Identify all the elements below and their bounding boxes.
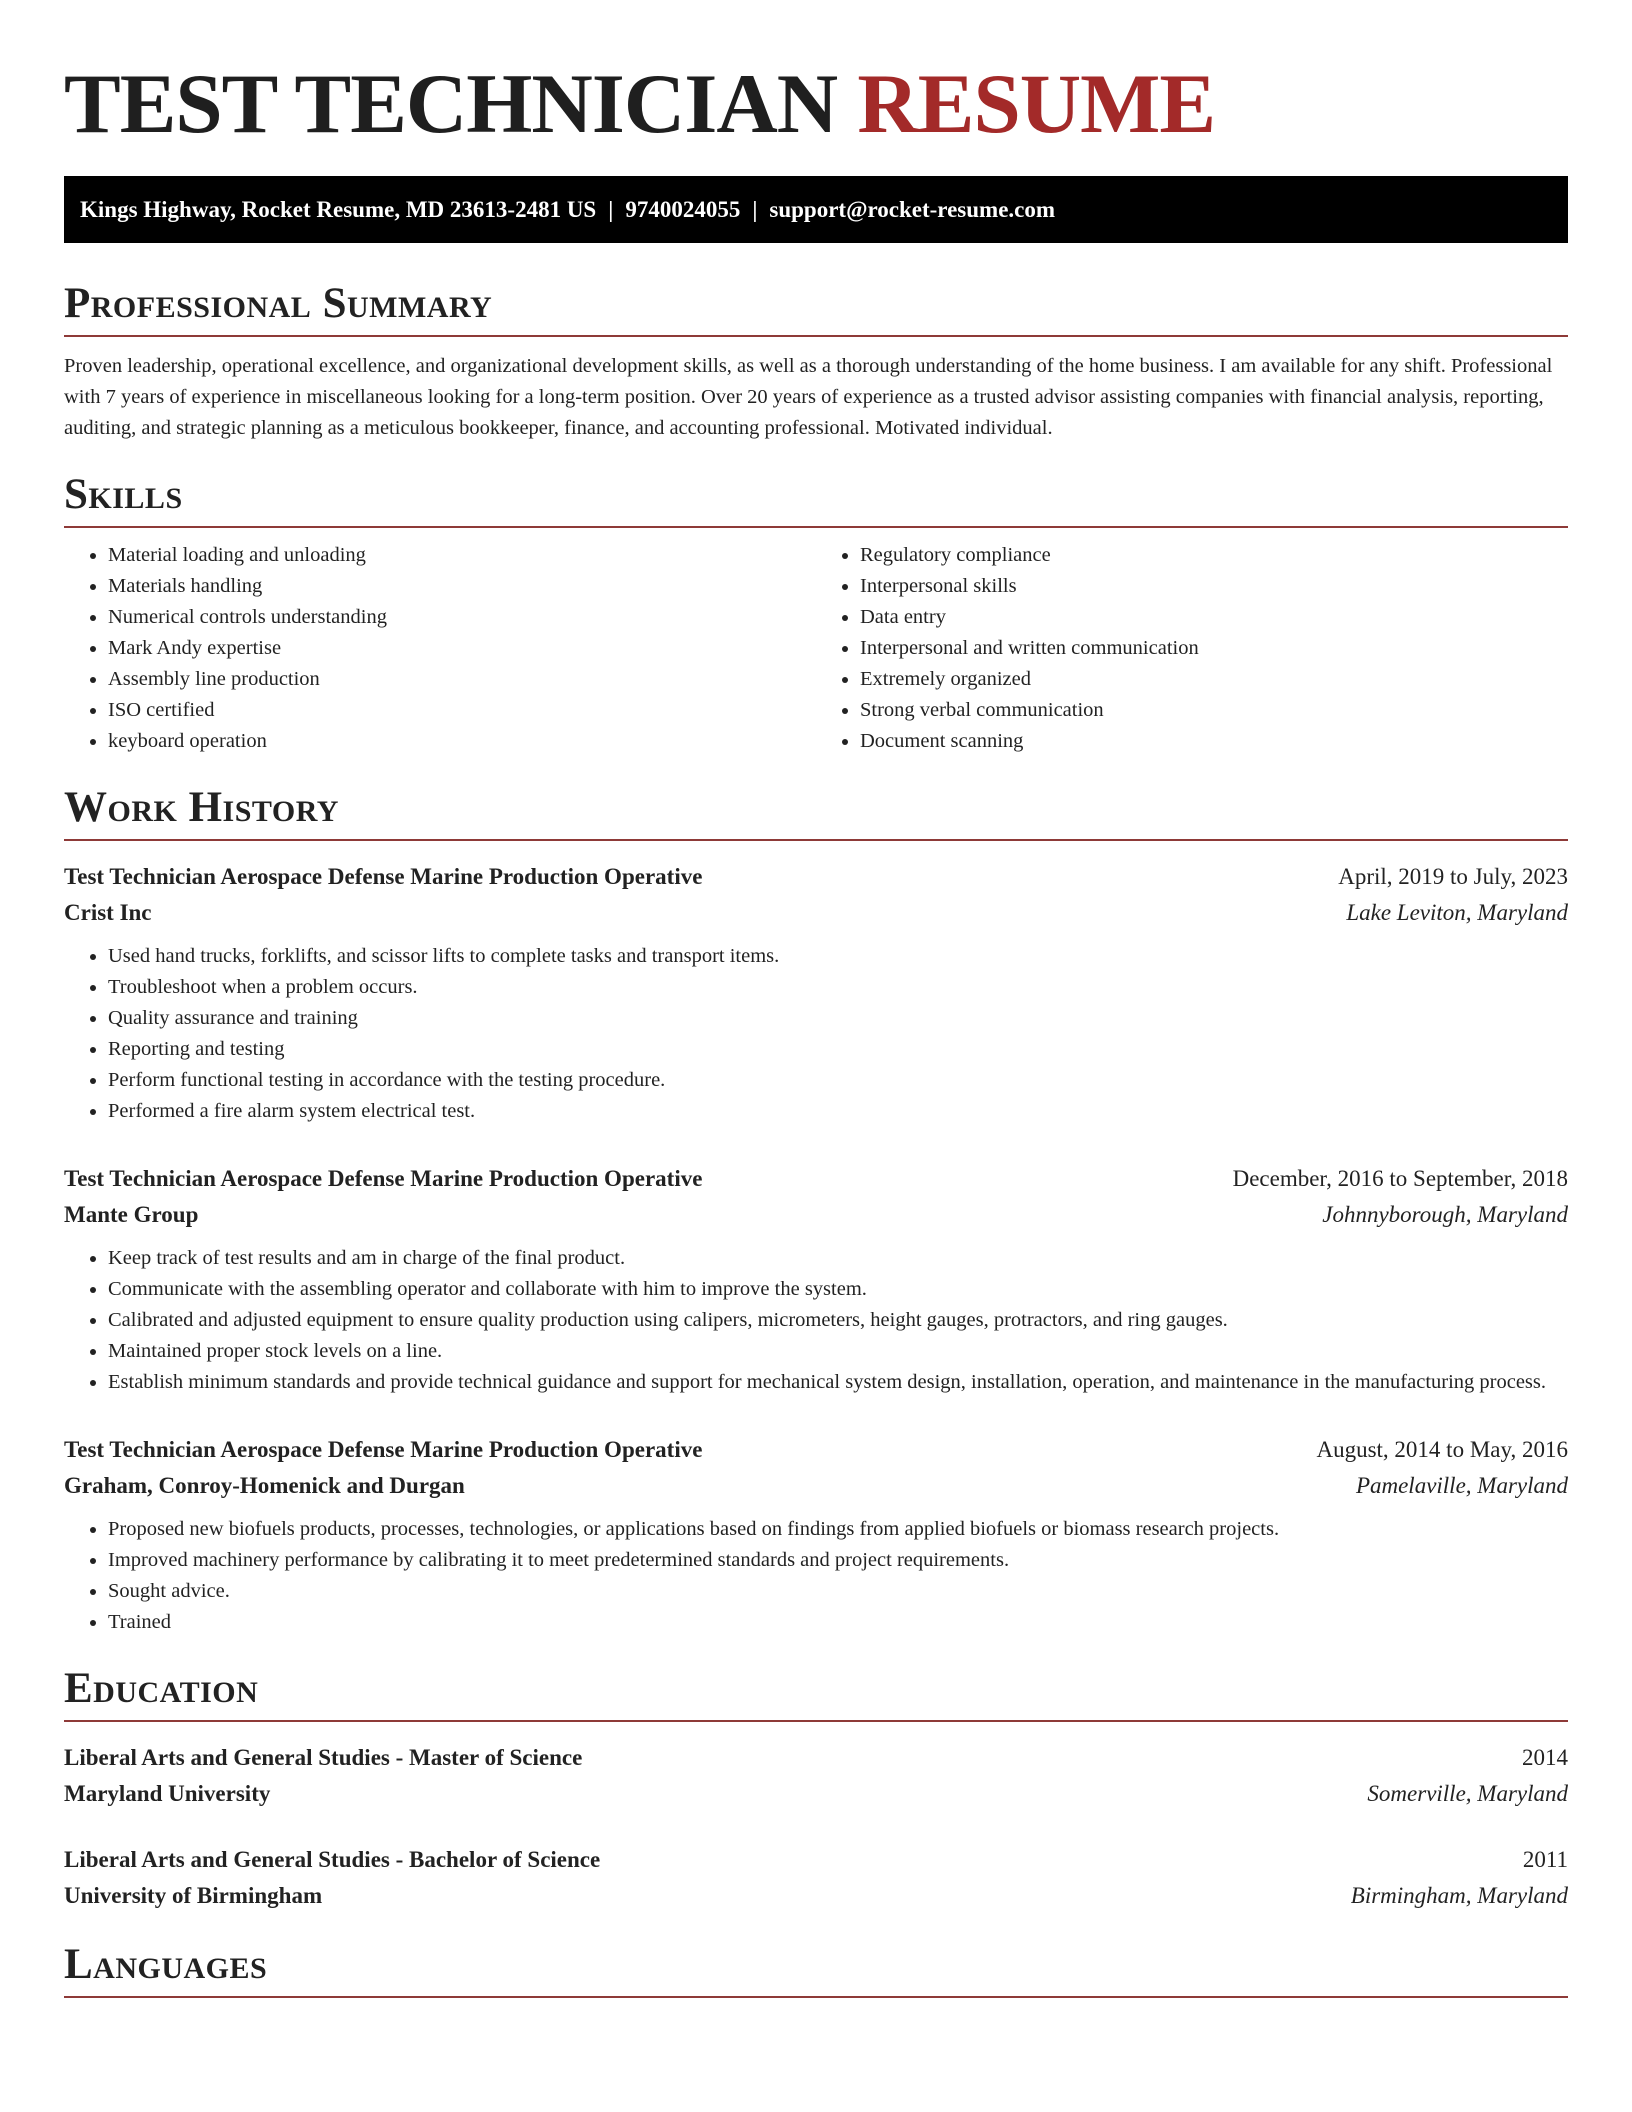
contact-separator: |: [608, 197, 614, 222]
job-bullet: • Reporting and testing: [108, 1034, 1568, 1065]
job-bullet: • Proposed new biofuels products, processes, technologies, or applications based on findings from applied biofuels or biomass research projects.: [108, 1514, 1568, 1545]
job-title: Test Technician Aerospace Defense Marine Production Operative: [64, 864, 703, 889]
job-bullets: [64, 1514, 1568, 1638]
work-history-heading: Work History: [64, 783, 1568, 841]
job-entry: [64, 1432, 1568, 1638]
job-company: Graham, Conroy-Homenick and Durgan: [64, 1473, 465, 1498]
job-bullet: • Communicate with the assembling operator and collaborate with him to improve the system.: [108, 1274, 1568, 1305]
skill-item: • Data entry: [860, 602, 1568, 633]
skill-item: • Materials handling: [108, 571, 816, 602]
school: University of Birmingham: [64, 1883, 323, 1908]
job-location: Lake Leviton, Maryland: [1346, 900, 1568, 925]
work-history-section: [64, 783, 1568, 1638]
title-accent: RESUME: [857, 57, 1216, 151]
contact-phone[interactable]: 9740024055: [625, 197, 741, 222]
school: Maryland University: [64, 1781, 271, 1806]
job-entry: [64, 859, 1568, 1127]
job-dates: April, 2019 to July, 2023: [1338, 864, 1568, 889]
skill-item: • Interpersonal skills: [860, 571, 1568, 602]
job-bullet: • Performed a fire alarm system electrical test.: [108, 1096, 1568, 1127]
job-company: Mante Group: [64, 1202, 199, 1227]
education-entry: [64, 1842, 1568, 1914]
job-location: Johnnyborough, Maryland: [1322, 1202, 1568, 1227]
school-location: Somerville, Maryland: [1367, 1781, 1568, 1806]
job-bullet: • Used hand trucks, forklifts, and scissor lifts to complete tasks and transport items.: [108, 941, 1568, 972]
contact-address: Kings Highway, Rocket Resume, MD 23613-2481 US: [80, 197, 597, 222]
education-heading: Education: [64, 1664, 1568, 1722]
resume-title: [64, 0, 1568, 156]
degree: Liberal Arts and General Studies - Master of Science: [64, 1745, 583, 1770]
summary-text: Proven leadership, operational excellence, and organizational development skills, as well as a thorough understanding of the home business. I am available for any shift. Professional with 7 years of experience in miscellaneous looking for a long-term position. Over 20 years of experience as a trusted advisor assisting companies with financial analysis, reporting, auditing, and strategic planning as a meticulous bookkeeper, finance, and accounting professional. Motivated individual.: [64, 355, 1553, 439]
skill-item: • ISO certified: [108, 695, 816, 726]
job-entry: [64, 1161, 1568, 1398]
skills-list-left: [64, 540, 816, 757]
job-bullets: [64, 1243, 1568, 1398]
job-bullets: [64, 941, 1568, 1127]
contact-separator: |: [752, 197, 758, 222]
languages-section: [64, 1940, 1568, 1998]
job-bullet: • Keep track of test results and am in charge of the final product.: [108, 1243, 1568, 1274]
skill-item: • keyboard operation: [108, 726, 816, 757]
graduation-year: 2011: [1522, 1847, 1568, 1872]
education-section: [64, 1664, 1568, 1914]
skill-item: • Material loading and unloading: [108, 540, 816, 571]
job-bullet: • Quality assurance and training: [108, 1003, 1568, 1034]
skill-item: • Interpersonal and written communication: [860, 633, 1568, 664]
skill-item: • Mark Andy expertise: [108, 633, 816, 664]
summary-heading: Professional Summary: [64, 279, 1568, 337]
skill-item: • Regulatory compliance: [860, 540, 1568, 571]
skills-section: [64, 470, 1568, 757]
skill-item: • Assembly line production: [108, 664, 816, 695]
contact-bar: [64, 176, 1568, 243]
job-bullet: • Perform functional testing in accordance with the testing procedure.: [108, 1065, 1568, 1096]
skills-list-right: [816, 540, 1568, 757]
summary-section: [64, 279, 1568, 444]
job-dates: August, 2014 to May, 2016: [1316, 1437, 1568, 1462]
job-bullet: • Establish minimum standards and provide technical guidance and support for mechanical system design, installation, operation, and maintenance in the manufacturing process.: [108, 1367, 1568, 1398]
job-bullet: • Calibrated and adjusted equipment to ensure quality production using calipers, micrometers, height gauges, protractors, and ring gauges.: [108, 1305, 1568, 1336]
job-title: Test Technician Aerospace Defense Marine Production Operative: [64, 1166, 703, 1191]
title-main: TEST TECHNICIAN: [64, 57, 838, 151]
skill-item: • Strong verbal communication: [860, 695, 1568, 726]
job-bullet: • Improved machinery performance by calibrating it to meet predetermined standards and project requirements.: [108, 1545, 1568, 1576]
job-bullet: • Trained: [108, 1607, 1568, 1638]
job-bullet: • Maintained proper stock levels on a line.: [108, 1336, 1568, 1367]
job-company: Crist Inc: [64, 900, 152, 925]
skill-item: • Extremely organized: [860, 664, 1568, 695]
school-location: Birmingham, Maryland: [1350, 1883, 1568, 1908]
skill-item: • Numerical controls understanding: [108, 602, 816, 633]
skills-columns: [64, 540, 1568, 757]
job-bullet: • Troubleshoot when a problem occurs.: [108, 972, 1568, 1003]
languages-heading: Languages: [64, 1940, 1568, 1998]
job-location: Pamelaville, Maryland: [1355, 1473, 1568, 1498]
graduation-year: 2014: [1522, 1745, 1568, 1770]
job-bullet: • Sought advice.: [108, 1576, 1568, 1607]
job-dates: December, 2016 to September, 2018: [1232, 1166, 1568, 1191]
job-title: Test Technician Aerospace Defense Marine Production Operative: [64, 1437, 703, 1462]
skills-heading: Skills: [64, 470, 1568, 528]
skill-item: • Document scanning: [860, 726, 1568, 757]
education-entry: [64, 1740, 1568, 1812]
degree: Liberal Arts and General Studies - Bachelor of Science: [64, 1847, 601, 1872]
contact-email[interactable]: support@rocket-resume.com: [769, 197, 1056, 222]
